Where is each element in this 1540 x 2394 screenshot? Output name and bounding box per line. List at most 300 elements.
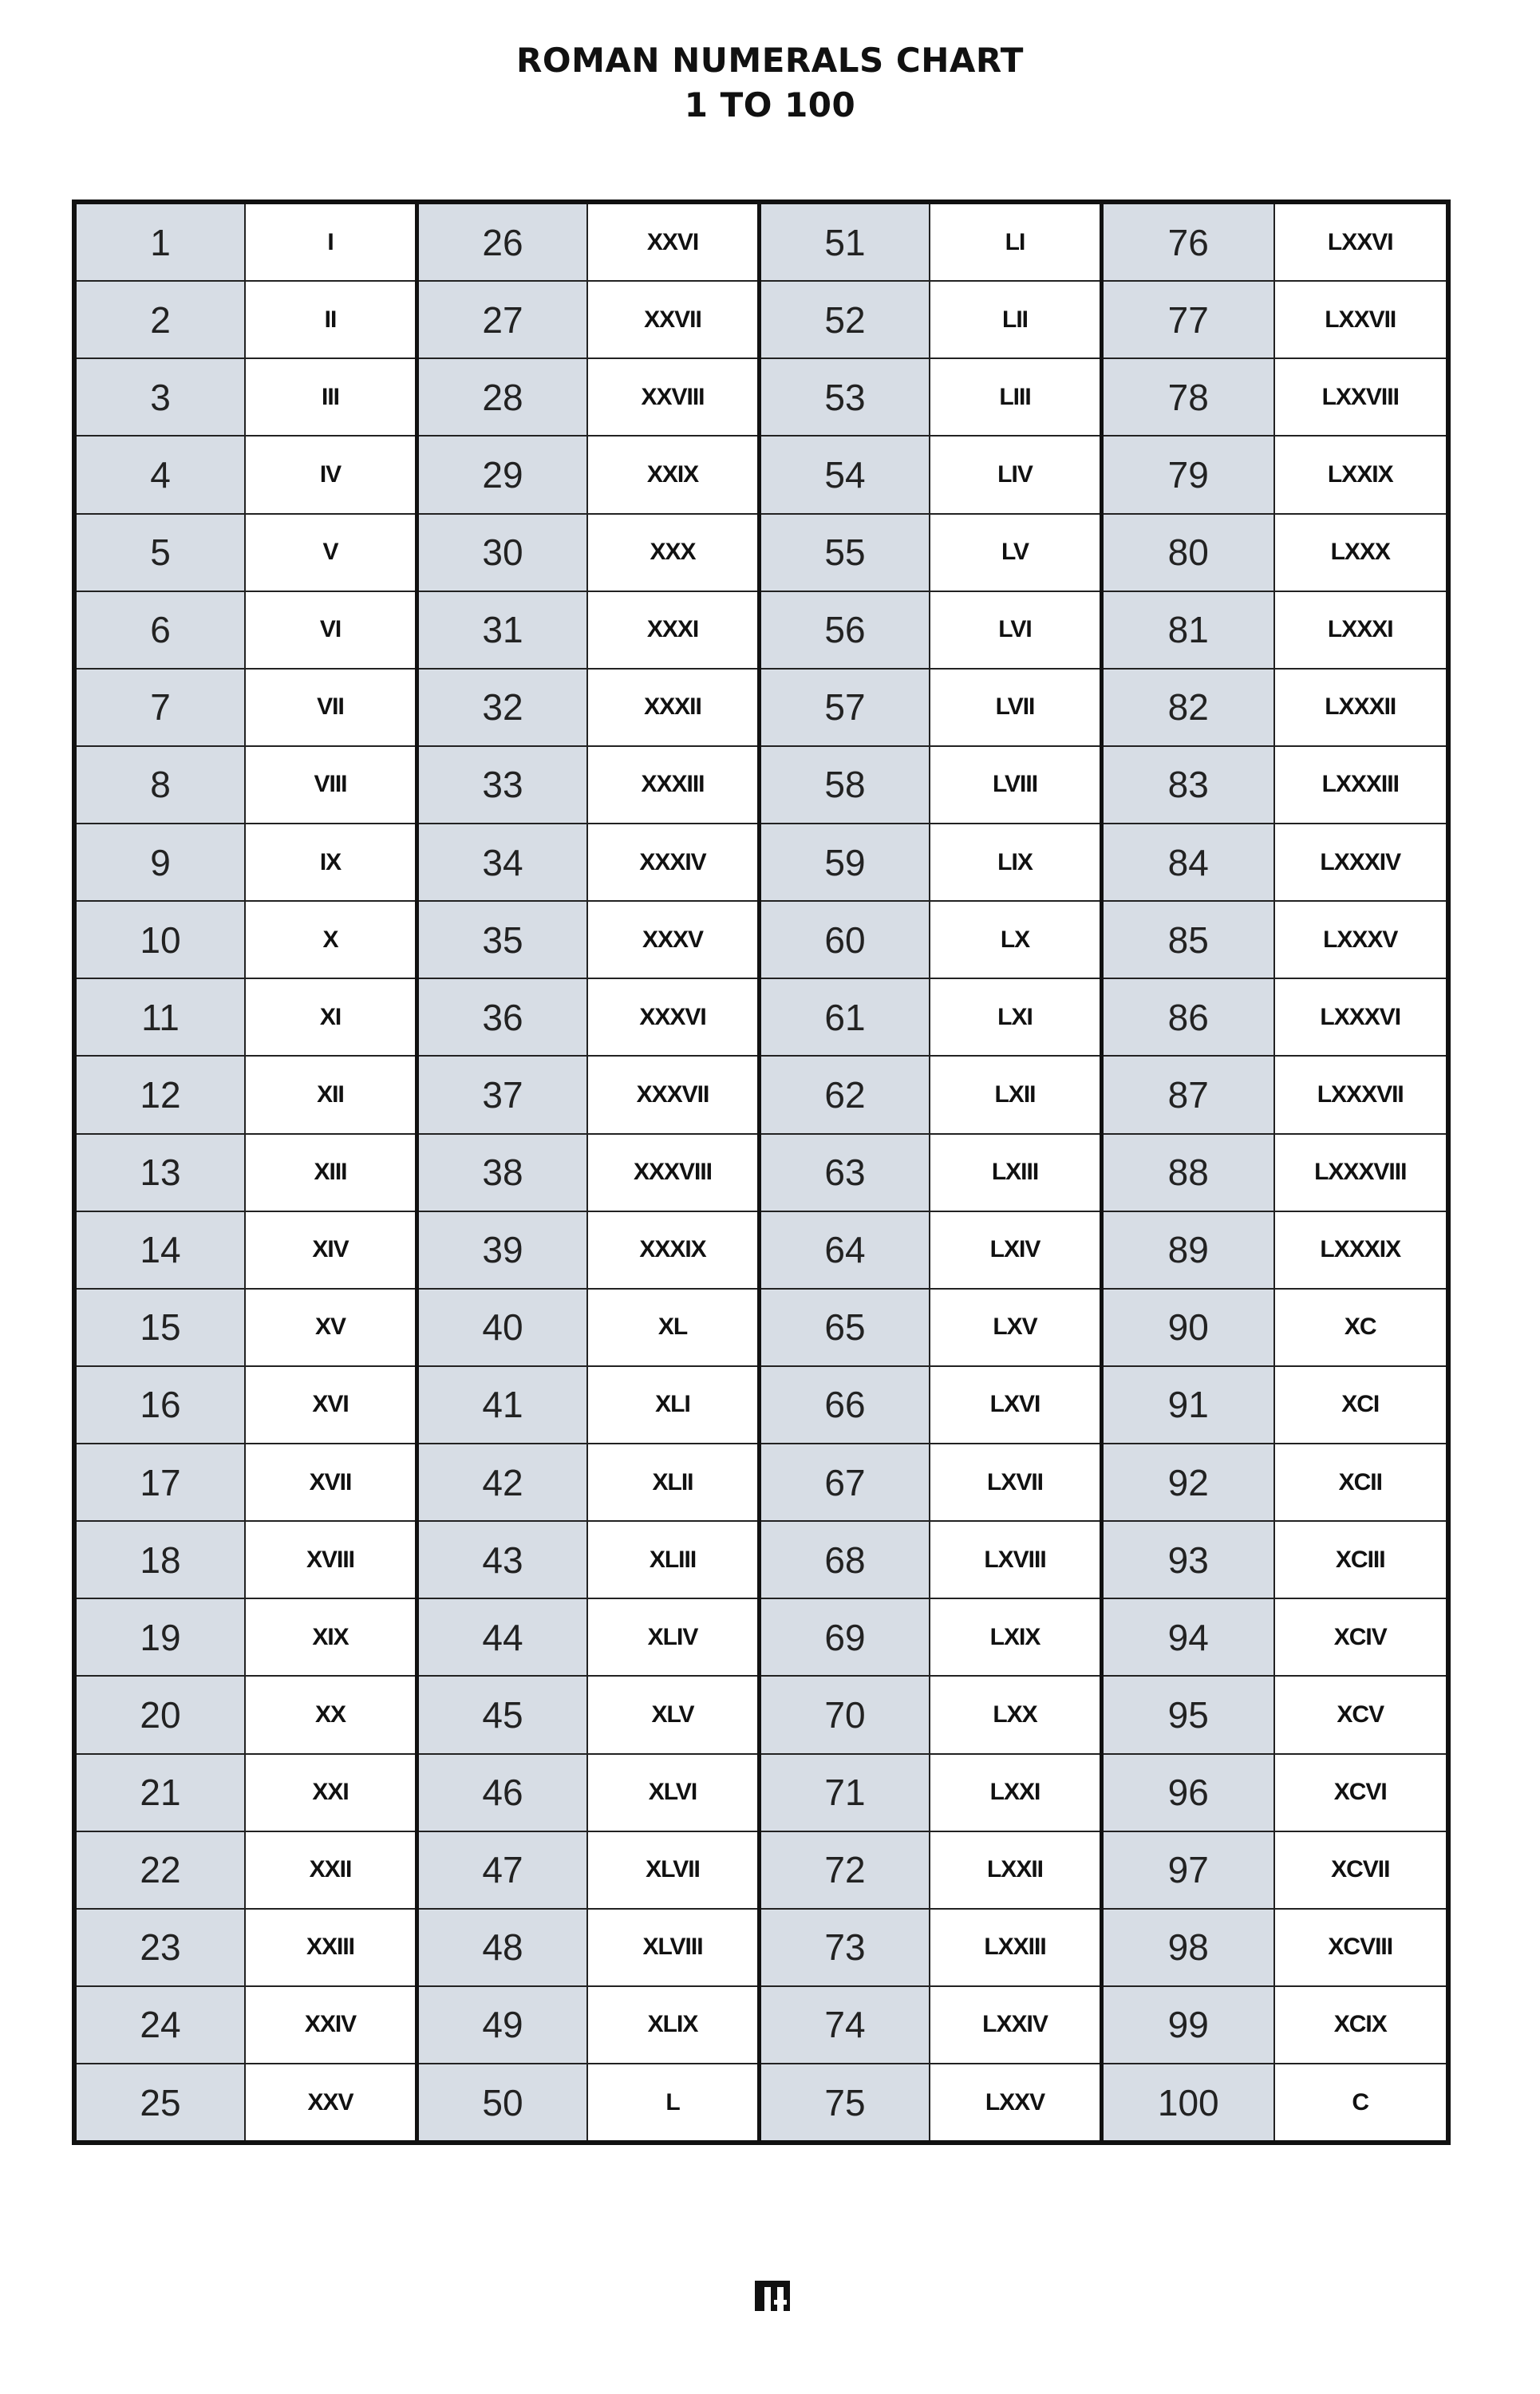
arabic-number-cell: 43 <box>419 1522 588 1598</box>
roman-numeral-cell: III <box>246 359 415 435</box>
roman-numeral-cell: VI <box>246 592 415 668</box>
table-row <box>1104 1832 1446 1910</box>
arabic-number-cell: 88 <box>1104 1135 1275 1211</box>
table-row <box>77 1367 415 1444</box>
arabic-number-cell: 70 <box>761 1677 930 1752</box>
table-row <box>77 1522 415 1599</box>
arabic-number-cell: 33 <box>419 747 588 823</box>
table-row <box>419 1057 757 1134</box>
arabic-number-cell: 66 <box>761 1367 930 1443</box>
table-row <box>77 1677 415 1754</box>
arabic-number-cell: 5 <box>77 515 246 591</box>
roman-numeral-cell: XLVI <box>588 1755 757 1831</box>
roman-numeral-cell: XXXI <box>588 592 757 668</box>
table-row <box>1104 204 1446 282</box>
table-row <box>1104 902 1446 979</box>
arabic-number-cell: 13 <box>77 1135 246 1211</box>
table-row <box>419 670 757 747</box>
roman-numeral-cell: XLIV <box>588 1599 757 1675</box>
roman-numerals-table <box>72 200 1451 2145</box>
arabic-number-cell: 34 <box>419 824 588 900</box>
arabic-number-cell: 40 <box>419 1290 588 1365</box>
roman-numeral-cell: LIV <box>930 437 1100 512</box>
arabic-number-cell: 47 <box>419 1832 588 1908</box>
table-row <box>419 592 757 670</box>
arabic-number-cell: 4 <box>77 437 246 512</box>
roman-numeral-cell: X <box>246 902 415 978</box>
roman-numeral-cell: XCI <box>1275 1367 1447 1443</box>
roman-numeral-cell: XLII <box>588 1444 757 1520</box>
arabic-number-cell: 56 <box>761 592 930 668</box>
arabic-number-cell: 12 <box>77 1057 246 1132</box>
table-row <box>419 1832 757 1910</box>
table-row <box>419 204 757 282</box>
arabic-number-cell: 3 <box>77 359 246 435</box>
table-row <box>761 1987 1100 2064</box>
roman-numeral-cell: XCIV <box>1275 1599 1447 1675</box>
table-row <box>1104 747 1446 824</box>
roman-numeral-cell: XVIII <box>246 1522 415 1598</box>
arabic-number-cell: 49 <box>419 1987 588 2063</box>
arabic-number-cell: 54 <box>761 437 930 512</box>
table-row <box>761 902 1100 979</box>
table-row <box>1104 1057 1446 1134</box>
chart-title <box>0 38 1540 128</box>
table-row <box>761 1677 1100 1754</box>
roman-numeral-cell: IX <box>246 824 415 900</box>
table-row <box>1104 359 1446 437</box>
table-row <box>419 359 757 437</box>
logo-icon <box>753 2276 792 2314</box>
roman-numeral-cell: XV <box>246 1290 415 1365</box>
roman-numeral-cell: XCVIII <box>1275 1910 1447 1985</box>
roman-numeral-cell: LXXXIV <box>1275 824 1447 900</box>
arabic-number-cell: 98 <box>1104 1910 1275 1985</box>
arabic-number-cell: 76 <box>1104 204 1275 280</box>
roman-numeral-cell: LXV <box>930 1290 1100 1365</box>
arabic-number-cell: 18 <box>77 1522 246 1598</box>
roman-numeral-cell: LVI <box>930 592 1100 668</box>
arabic-number-cell: 48 <box>419 1910 588 1985</box>
arabic-number-cell: 58 <box>761 747 930 823</box>
table-row <box>419 1755 757 1832</box>
table-row <box>1104 1212 1446 1290</box>
table-row <box>77 747 415 824</box>
arabic-number-cell: 22 <box>77 1832 246 1908</box>
roman-numeral-cell: LXXXIX <box>1275 1212 1447 1288</box>
arabic-number-cell: 11 <box>77 979 246 1055</box>
roman-numeral-cell: XXVIII <box>588 359 757 435</box>
roman-numeral-cell: XXXVIII <box>588 1135 757 1211</box>
arabic-number-cell: 95 <box>1104 1677 1275 1752</box>
roman-numeral-cell: LXXIII <box>930 1910 1100 1985</box>
roman-numeral-cell: LXXXII <box>1275 670 1447 745</box>
table-row <box>1104 1677 1446 1754</box>
table-row <box>1104 1522 1446 1599</box>
table-row <box>419 515 757 592</box>
table-row <box>77 979 415 1057</box>
arabic-number-cell: 90 <box>1104 1290 1275 1365</box>
arabic-number-cell: 73 <box>761 1910 930 1985</box>
roman-numeral-cell: LXXII <box>930 1832 1100 1908</box>
table-row <box>77 437 415 514</box>
roman-numeral-cell: XXXVII <box>588 1057 757 1132</box>
arabic-number-cell: 39 <box>419 1212 588 1288</box>
table-row <box>761 979 1100 1057</box>
roman-numeral-cell: LXXIX <box>1275 437 1447 512</box>
arabic-number-cell: 72 <box>761 1832 930 1908</box>
roman-numeral-cell: XLVIII <box>588 1910 757 1985</box>
roman-numeral-cell: LIX <box>930 824 1100 900</box>
roman-numeral-cell: XLIII <box>588 1522 757 1598</box>
arabic-number-cell: 10 <box>77 902 246 978</box>
table-row <box>419 437 757 514</box>
roman-numeral-cell: VIII <box>246 747 415 823</box>
table-row <box>1104 824 1446 902</box>
table-row <box>1104 282 1446 359</box>
arabic-number-cell: 67 <box>761 1444 930 1520</box>
roman-numeral-cell: XVII <box>246 1444 415 1520</box>
table-row <box>419 1135 757 1212</box>
roman-numeral-cell: LXXVII <box>1275 282 1447 358</box>
table-row <box>761 1057 1100 1134</box>
table-row <box>419 1910 757 1987</box>
roman-numeral-cell: XXXII <box>588 670 757 745</box>
table-row <box>761 515 1100 592</box>
table-row <box>761 359 1100 437</box>
roman-numeral-cell: XIX <box>246 1599 415 1675</box>
arabic-number-cell: 53 <box>761 359 930 435</box>
roman-numeral-cell: XXV <box>246 2064 415 2140</box>
table-row <box>761 1444 1100 1522</box>
roman-numeral-cell: LXXXV <box>1275 902 1447 978</box>
arabic-number-cell: 6 <box>77 592 246 668</box>
arabic-number-cell: 36 <box>419 979 588 1055</box>
roman-numeral-cell: LXVI <box>930 1367 1100 1443</box>
table-row <box>761 1212 1100 1290</box>
arabic-number-cell: 50 <box>419 2064 588 2140</box>
roman-numeral-cell: LXXXVIII <box>1275 1135 1447 1211</box>
table-row <box>77 592 415 670</box>
roman-numeral-cell: XXIV <box>246 1987 415 2063</box>
roman-numeral-cell: L <box>588 2064 757 2140</box>
table-row <box>77 1444 415 1522</box>
roman-numeral-cell: XL <box>588 1290 757 1365</box>
arabic-number-cell: 52 <box>761 282 930 358</box>
table-row <box>77 204 415 282</box>
arabic-number-cell: 31 <box>419 592 588 668</box>
table-row <box>77 282 415 359</box>
roman-numeral-cell: XCII <box>1275 1444 1447 1520</box>
roman-numeral-cell: XLIX <box>588 1987 757 2063</box>
arabic-number-cell: 71 <box>761 1755 930 1831</box>
arabic-number-cell: 15 <box>77 1290 246 1365</box>
roman-numeral-cell: LXXI <box>930 1755 1100 1831</box>
arabic-number-cell: 46 <box>419 1755 588 1831</box>
roman-numeral-cell: LXXXVI <box>1275 979 1447 1055</box>
table-row <box>419 747 757 824</box>
roman-numeral-cell: XLV <box>588 1677 757 1752</box>
arabic-number-cell: 74 <box>761 1987 930 2063</box>
roman-numeral-cell: XXI <box>246 1755 415 1831</box>
arabic-number-cell: 28 <box>419 359 588 435</box>
arabic-number-cell: 92 <box>1104 1444 1275 1520</box>
table-row <box>1104 1599 1446 1677</box>
table-row <box>1104 979 1446 1057</box>
table-row <box>1104 1910 1446 1987</box>
roman-numeral-cell: XCIII <box>1275 1522 1447 1598</box>
arabic-number-cell: 9 <box>77 824 246 900</box>
chart-title-line-1: ROMAN NUMERALS CHART <box>516 41 1024 80</box>
roman-numeral-cell: LXIX <box>930 1599 1100 1675</box>
roman-numeral-cell: XXXIX <box>588 1212 757 1288</box>
arabic-number-cell: 87 <box>1104 1057 1275 1132</box>
table-row <box>1104 1444 1446 1522</box>
arabic-number-cell: 82 <box>1104 670 1275 745</box>
roman-numeral-cell: XCIX <box>1275 1987 1447 2063</box>
arabic-number-cell: 38 <box>419 1135 588 1211</box>
roman-numeral-cell: XII <box>246 1057 415 1132</box>
roman-numeral-cell: LXXVI <box>1275 204 1447 280</box>
arabic-number-cell: 14 <box>77 1212 246 1288</box>
roman-numeral-cell: XIII <box>246 1135 415 1211</box>
table-row <box>761 1290 1100 1367</box>
column-group-3 <box>761 204 1104 2140</box>
arabic-number-cell: 25 <box>77 2064 246 2140</box>
table-row <box>419 1522 757 1599</box>
arabic-number-cell: 20 <box>77 1677 246 1752</box>
roman-numeral-cell: LIII <box>930 359 1100 435</box>
roman-numeral-cell: VII <box>246 670 415 745</box>
arabic-number-cell: 59 <box>761 824 930 900</box>
roman-numeral-cell: LXII <box>930 1057 1100 1132</box>
arabic-number-cell: 100 <box>1104 2064 1275 2140</box>
table-row <box>761 592 1100 670</box>
arabic-number-cell: 80 <box>1104 515 1275 591</box>
arabic-number-cell: 83 <box>1104 747 1275 823</box>
arabic-number-cell: 81 <box>1104 592 1275 668</box>
table-row <box>77 1832 415 1910</box>
roman-numeral-cell: XXII <box>246 1832 415 1908</box>
table-row <box>77 1212 415 1290</box>
table-row <box>77 359 415 437</box>
arabic-number-cell: 93 <box>1104 1522 1275 1598</box>
roman-numeral-cell: XLI <box>588 1367 757 1443</box>
roman-numeral-cell: XXIX <box>588 437 757 512</box>
roman-numeral-cell: XIV <box>246 1212 415 1288</box>
arabic-number-cell: 16 <box>77 1367 246 1443</box>
arabic-number-cell: 61 <box>761 979 930 1055</box>
roman-numeral-cell: LXXXVII <box>1275 1057 1447 1132</box>
arabic-number-cell: 24 <box>77 1987 246 2063</box>
arabic-number-cell: 96 <box>1104 1755 1275 1831</box>
roman-numeral-cell: LVIII <box>930 747 1100 823</box>
arabic-number-cell: 37 <box>419 1057 588 1132</box>
roman-numeral-cell: XXVII <box>588 282 757 358</box>
arabic-number-cell: 23 <box>77 1910 246 1985</box>
arabic-number-cell: 44 <box>419 1599 588 1675</box>
arabic-number-cell: 42 <box>419 1444 588 1520</box>
roman-numeral-cell: XLVII <box>588 1832 757 1908</box>
arabic-number-cell: 85 <box>1104 902 1275 978</box>
arabic-number-cell: 64 <box>761 1212 930 1288</box>
table-row <box>77 2064 415 2140</box>
table-row <box>1104 1135 1446 1212</box>
arabic-number-cell: 99 <box>1104 1987 1275 2063</box>
roman-numeral-cell: XCVI <box>1275 1755 1447 1831</box>
roman-numeral-cell: XI <box>246 979 415 1055</box>
roman-numeral-cell: LVII <box>930 670 1100 745</box>
roman-numeral-cell: XXXVI <box>588 979 757 1055</box>
arabic-number-cell: 26 <box>419 204 588 280</box>
roman-numeral-cell: I <box>246 204 415 280</box>
roman-numeral-cell: XXXIV <box>588 824 757 900</box>
roman-numeral-cell: LXI <box>930 979 1100 1055</box>
roman-numeral-cell: XXX <box>588 515 757 591</box>
roman-numeral-cell: LXXVIII <box>1275 359 1447 435</box>
arabic-number-cell: 7 <box>77 670 246 745</box>
roman-numeral-cell: C <box>1275 2064 1447 2140</box>
arabic-number-cell: 8 <box>77 747 246 823</box>
arabic-number-cell: 79 <box>1104 437 1275 512</box>
roman-numeral-cell: V <box>246 515 415 591</box>
arabic-number-cell: 2 <box>77 282 246 358</box>
table-row <box>77 515 415 592</box>
roman-numeral-cell: XXVI <box>588 204 757 280</box>
roman-numeral-cell: XVI <box>246 1367 415 1443</box>
arabic-number-cell: 68 <box>761 1522 930 1598</box>
column-group-4 <box>1104 204 1446 2140</box>
roman-numeral-cell: XXXV <box>588 902 757 978</box>
arabic-number-cell: 60 <box>761 902 930 978</box>
roman-numeral-cell: LI <box>930 204 1100 280</box>
roman-numeral-cell: LXXV <box>930 2064 1100 2140</box>
table-row <box>761 1599 1100 1677</box>
table-row <box>761 204 1100 282</box>
table-row <box>419 979 757 1057</box>
roman-numeral-cell: LXVII <box>930 1444 1100 1520</box>
roman-numeral-cell: XXXIII <box>588 747 757 823</box>
arabic-number-cell: 19 <box>77 1599 246 1675</box>
table-row <box>1104 437 1446 514</box>
table-row <box>419 1444 757 1522</box>
table-row <box>77 1290 415 1367</box>
table-row <box>77 1057 415 1134</box>
arabic-number-cell: 21 <box>77 1755 246 1831</box>
arabic-number-cell: 94 <box>1104 1599 1275 1675</box>
roman-numeral-cell: XC <box>1275 1290 1447 1365</box>
table-row <box>761 437 1100 514</box>
table-row <box>761 1832 1100 1910</box>
table-row <box>1104 515 1446 592</box>
arabic-number-cell: 35 <box>419 902 588 978</box>
arabic-number-cell: 62 <box>761 1057 930 1132</box>
roman-numeral-cell: LXIII <box>930 1135 1100 1211</box>
table-row <box>761 2064 1100 2140</box>
table-row <box>761 1367 1100 1444</box>
arabic-number-cell: 63 <box>761 1135 930 1211</box>
arabic-number-cell: 45 <box>419 1677 588 1752</box>
table-row <box>419 2064 757 2140</box>
arabic-number-cell: 69 <box>761 1599 930 1675</box>
column-group-2 <box>419 204 761 2140</box>
table-row <box>77 1987 415 2064</box>
arabic-number-cell: 97 <box>1104 1832 1275 1908</box>
arabic-number-cell: 27 <box>419 282 588 358</box>
table-row <box>419 1212 757 1290</box>
arabic-number-cell: 89 <box>1104 1212 1275 1288</box>
table-row <box>77 1599 415 1677</box>
table-row <box>1104 1290 1446 1367</box>
chart-title-line-2: 1 TO 100 <box>684 85 856 124</box>
roman-numeral-cell: XCVII <box>1275 1832 1447 1908</box>
arabic-number-cell: 32 <box>419 670 588 745</box>
table-row <box>419 1599 757 1677</box>
column-group-1 <box>77 204 419 2140</box>
arabic-number-cell: 57 <box>761 670 930 745</box>
roman-numeral-cell: LXXIV <box>930 1987 1100 2063</box>
roman-numeral-cell: LII <box>930 282 1100 358</box>
table-row <box>761 1910 1100 1987</box>
arabic-number-cell: 1 <box>77 204 246 280</box>
table-row <box>1104 1755 1446 1832</box>
table-row <box>77 1755 415 1832</box>
roman-numeral-cell: LXVIII <box>930 1522 1100 1598</box>
table-row <box>761 1755 1100 1832</box>
arabic-number-cell: 41 <box>419 1367 588 1443</box>
roman-numeral-cell: XCV <box>1275 1677 1447 1752</box>
table-row <box>761 670 1100 747</box>
roman-numeral-cell: LV <box>930 515 1100 591</box>
arabic-number-cell: 30 <box>419 515 588 591</box>
table-row <box>419 1367 757 1444</box>
roman-numeral-cell: LXX <box>930 1677 1100 1752</box>
table-row <box>1104 670 1446 747</box>
table-row <box>761 1522 1100 1599</box>
roman-numeral-cell: LXXX <box>1275 515 1447 591</box>
roman-numeral-cell: LXXXIII <box>1275 747 1447 823</box>
arabic-number-cell: 51 <box>761 204 930 280</box>
table-row <box>761 747 1100 824</box>
arabic-number-cell: 29 <box>419 437 588 512</box>
table-row <box>419 1987 757 2064</box>
table-row <box>1104 2064 1446 2140</box>
roman-numeral-cell: II <box>246 282 415 358</box>
arabic-number-cell: 84 <box>1104 824 1275 900</box>
table-row <box>77 670 415 747</box>
arabic-number-cell: 78 <box>1104 359 1275 435</box>
roman-numeral-cell: LX <box>930 902 1100 978</box>
table-row <box>419 1677 757 1754</box>
table-row <box>1104 592 1446 670</box>
table-row <box>1104 1987 1446 2064</box>
table-row <box>77 1910 415 1987</box>
table-row <box>419 1290 757 1367</box>
roman-numeral-cell: LXXXI <box>1275 592 1447 668</box>
table-row <box>77 824 415 902</box>
arabic-number-cell: 17 <box>77 1444 246 1520</box>
table-row <box>1104 1367 1446 1444</box>
roman-numeral-cell: XXIII <box>246 1910 415 1985</box>
table-row <box>419 824 757 902</box>
roman-numeral-cell: LXIV <box>930 1212 1100 1288</box>
roman-numeral-cell: XX <box>246 1677 415 1752</box>
table-row <box>761 282 1100 359</box>
arabic-number-cell: 65 <box>761 1290 930 1365</box>
arabic-number-cell: 86 <box>1104 979 1275 1055</box>
arabic-number-cell: 55 <box>761 515 930 591</box>
table-row <box>419 282 757 359</box>
